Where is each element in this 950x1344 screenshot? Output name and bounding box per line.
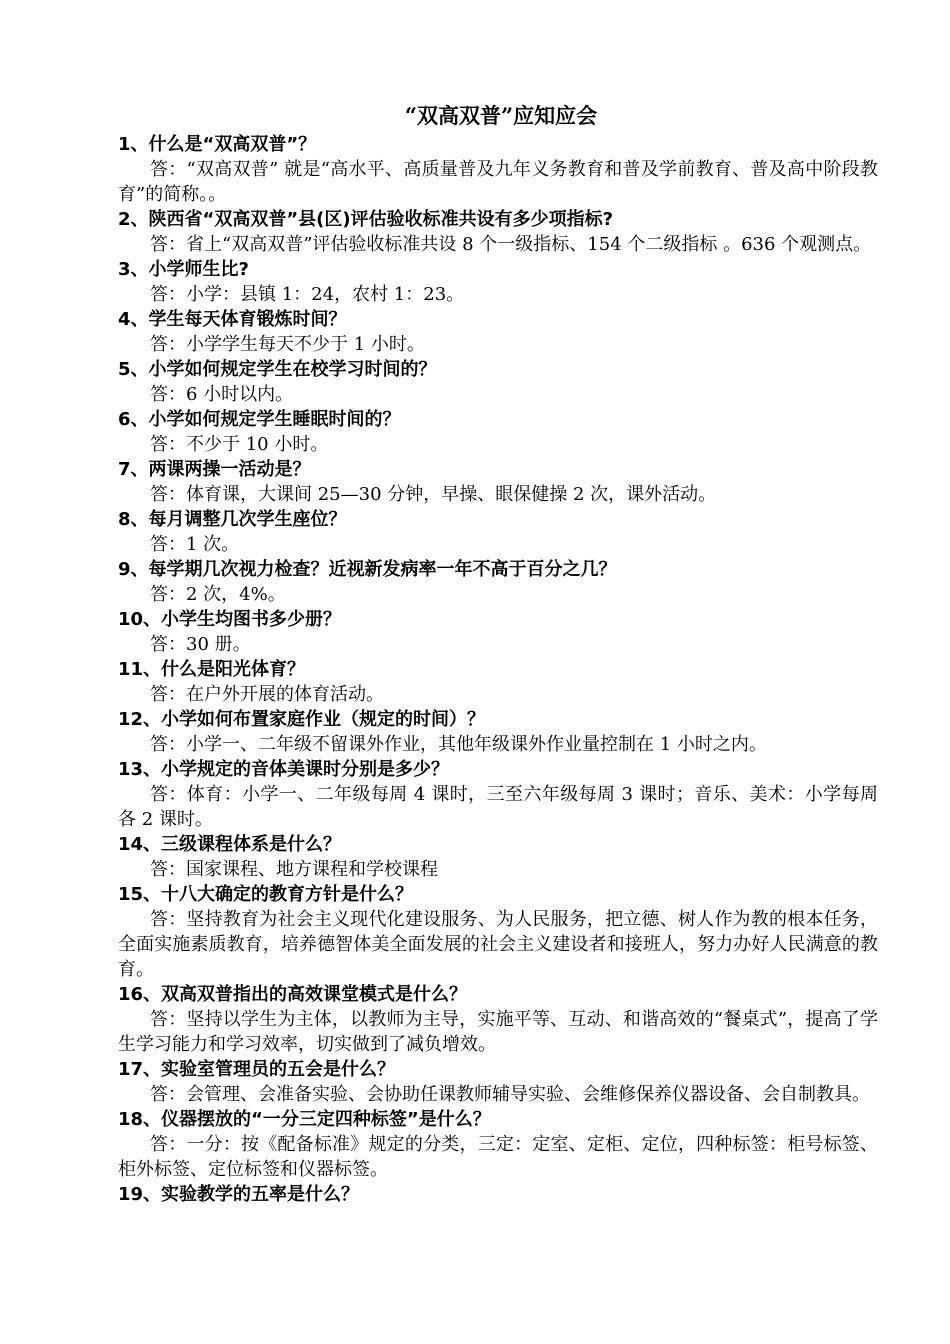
document-page (118, 100, 878, 1207)
question-heading: 7、两课两操一活动是？ (118, 459, 311, 480)
question-heading: 3、小学师生比? (118, 259, 249, 280)
question-heading: 16、双高双普指出的高效课堂模式是什么？ (118, 984, 468, 1005)
question-heading: 9、每学期几次视力检查？近视新发病率一年不高于百分之几？ (118, 559, 617, 580)
question-heading: 18、仪器摆放的“一分三定四种标签”是什么？ (118, 1109, 491, 1130)
question-heading: 13、小学规定的音体美课时分别是多少？ (118, 759, 450, 780)
question-heading: 2、陕西省“双高双普”县(区)评估验收标准共设有多少项指标? (118, 209, 614, 230)
question-heading: 8、每月调整几次学生座位？ (118, 509, 347, 530)
answer-text: 答：省上“双高双普”评估验收标准共设 8 个一级指标、154 个二级指标 。636 个观测点。 (150, 234, 872, 255)
answer-text: 答：坚持以学生为主体，以教师为主导，实施平等、互动、和谐高效的“餐桌式”，提高了学生学习能力和学习效率，切实做到了减负增效。 (118, 1009, 878, 1055)
qa-list (118, 132, 878, 1207)
question-heading: 1、什么是“双高双普”？ (118, 134, 317, 155)
answer-text: 答：不少于 10 小时。 (150, 434, 329, 455)
answer-text: 答：30 册。 (150, 634, 251, 655)
document-title: “双高双普”应知应会 (404, 103, 598, 128)
question-heading: 4、学生每天体育锻炼时间？ (118, 309, 347, 330)
answer-text: 答：一分：按《配备标准》规定的分类，三定：定室、定柜、定位，四种标签：柜号标签、柜外标签、定位标签和仪器标签。 (118, 1134, 878, 1180)
answer-text: 答：小学一、二年级不留课外作业，其他年级课外作业量控制在 1 小时之内。 (150, 734, 767, 755)
answer-text: 答：体育：小学一、二年级每周 4 课时，三至六年级每周 3 课时；音乐、美术：小学每周各 2 课时。 (118, 784, 878, 830)
question-heading: 6、小学如何规定学生睡眠时间的？ (118, 409, 401, 430)
answer-text: 答：1 次。 (150, 534, 240, 555)
answer-text: 答：“双高双普” 就是“高水平、高质量普及九年义务教育和普及学前教育、普及高中阶段教育”的简称。。 (118, 159, 878, 205)
answer-text: 答：国家课程、地方课程和学校课程 (150, 859, 438, 880)
answer-text: 答：在户外开展的体育活动。 (150, 684, 384, 705)
question-heading: 19、实验教学的五率是什么？ (118, 1184, 360, 1205)
question-heading: 5、小学如何规定学生在校学习时间的？ (118, 359, 437, 380)
question-heading: 11、什么是阳光体育？ (118, 659, 306, 680)
question-heading: 10、小学生均图书多少册？ (118, 609, 342, 630)
answer-text: 答：坚持教育为社会主义现代化建设服务、为人民服务，把立德、树人作为教的根本任务，全面实施素质教育，培养德智体美全面发展的社会主义建设者和接班人，努力办好人民满意的教育。 (118, 909, 878, 980)
answer-text: 答：6 小时以内。 (150, 384, 294, 405)
answer-text: 答：2 次，4%。 (150, 584, 286, 605)
question-heading: 17、实验室管理员的五会是什么？ (118, 1059, 396, 1080)
question-heading: 14、三级课程体系是什么？ (118, 834, 342, 855)
answer-text: 答：体育课，大课间 25—30 分钟，早操、眼保健操 2 次，课外活动。 (150, 484, 717, 505)
question-heading: 12、小学如何布置家庭作业（规定的时间）？ (118, 709, 486, 730)
answer-text: 答：会管理、会准备实验、会协助任课教师辅导实验、会维修保养仪器设备、会自制教具。 (150, 1084, 870, 1105)
answer-text: 答：小学：县镇 1：24，农村 1：23。 (150, 284, 465, 305)
answer-text: 答：小学学生每天不少于 1 小时。 (150, 334, 425, 355)
question-heading: 15、十八大确定的教育方针是什么？ (118, 884, 414, 905)
